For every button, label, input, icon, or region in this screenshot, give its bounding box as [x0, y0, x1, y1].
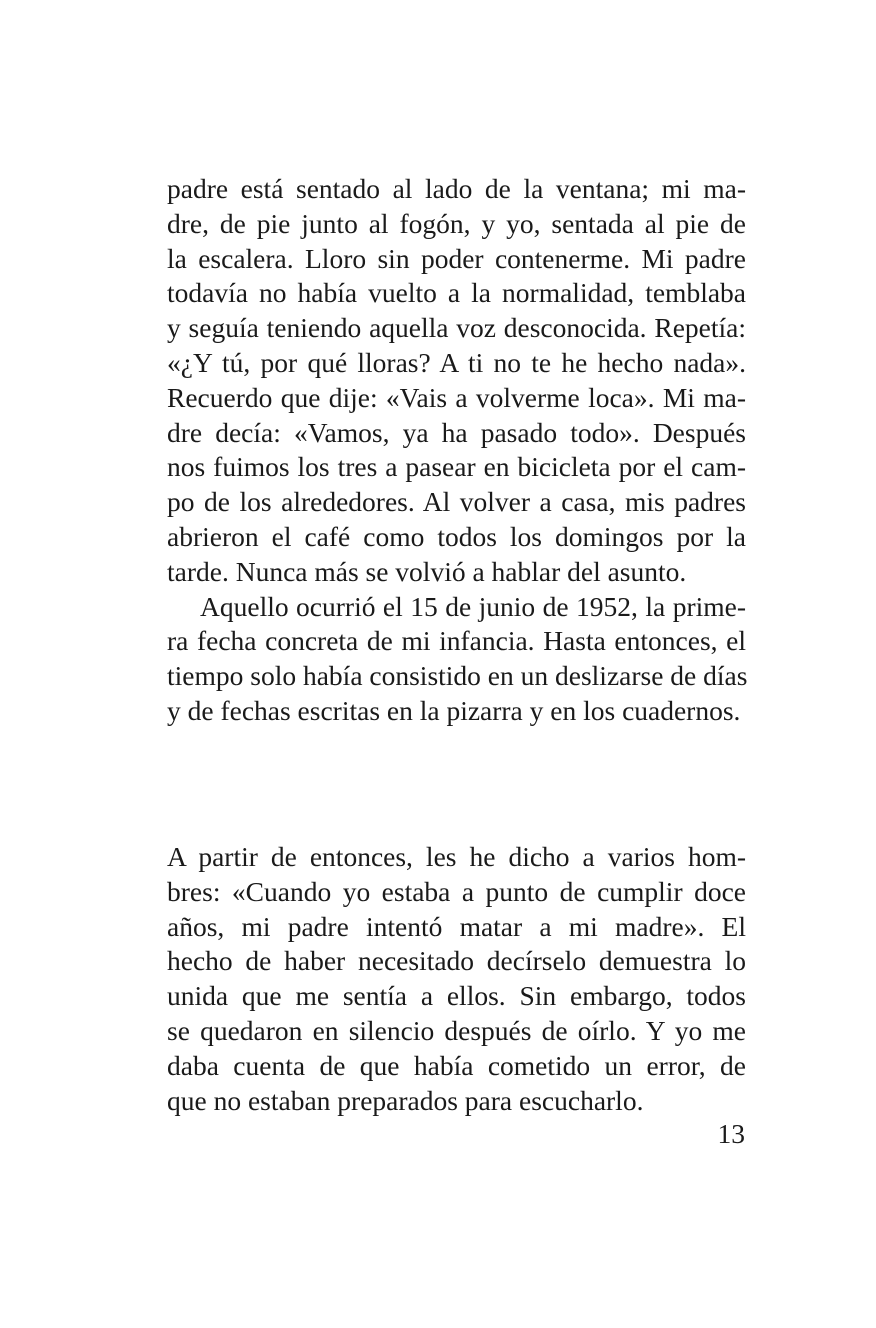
text-line: tiempo solo había consistido en un deslizarse de días [167, 660, 748, 692]
paragraph-start-line: Aquello ocurrió el 15 de junio de 1952, la prime- [200, 590, 746, 622]
text-line: «¿Y tú, por qué lloras? A ti no te he hecho nada». [167, 346, 746, 378]
text-line: unida que me sentía a ellos. Sin embargo, todos [167, 980, 746, 1012]
paragraph-end-line: y de fechas escritas en la pizarra y en los cuadernos. [167, 694, 741, 726]
text-line: bres: «Cuando yo estaba a punto de cumplir doce [167, 875, 746, 907]
text-line: Recuerdo que dije: «Vais a volverme loca». Mi ma- [167, 381, 746, 413]
text-line: todavía no había vuelto a la normalidad, temblaba [167, 277, 746, 309]
text-line: padre está sentado al lado de la ventana; mi ma- [167, 173, 746, 204]
text-line: daba cuenta de que había cometido un error, de [167, 1049, 746, 1081]
text-line: dre, de pie junto al fogón, y yo, sentada al pie de [167, 207, 746, 239]
text-line: abrieron el café como todos los domingos por la [167, 520, 746, 552]
text-line: nos fuimos los tres a pasear en bicicleta por el cam- [167, 451, 746, 483]
text-section-2 [167, 840, 746, 1118]
text-line: dre decía: «Vamos, ya ha pasado todo». Después [167, 416, 746, 448]
text-line: ra fecha concreta de mi infancia. Hasta entonces, el [167, 625, 746, 657]
text-line: y seguía teniendo aquella voz desconocida. Repetía: [167, 312, 746, 344]
text-line: la escalera. Lloro sin poder contenerme. Mi padre [167, 242, 746, 274]
text-line: años, mi padre intentó matar a mi madre». El [167, 910, 746, 942]
text-section-1 [167, 172, 746, 729]
text-line: hecho de haber necesitado decírselo demuestra lo [167, 945, 746, 977]
text-line: po de los alrededores. Al volver a casa, mis padres [167, 486, 746, 518]
paragraph-end-line: que no estaban preparados para escucharlo. [167, 1084, 644, 1116]
text-line: se quedaron en silencio después de oírlo. Y yo me [167, 1014, 746, 1046]
paragraph-end-line: tarde. Nunca más se volvió a hablar del asunto. [167, 555, 687, 587]
page-number: 13 [717, 1118, 745, 1149]
text-line: A partir de entonces, les he dicho a varios hom- [167, 841, 746, 872]
